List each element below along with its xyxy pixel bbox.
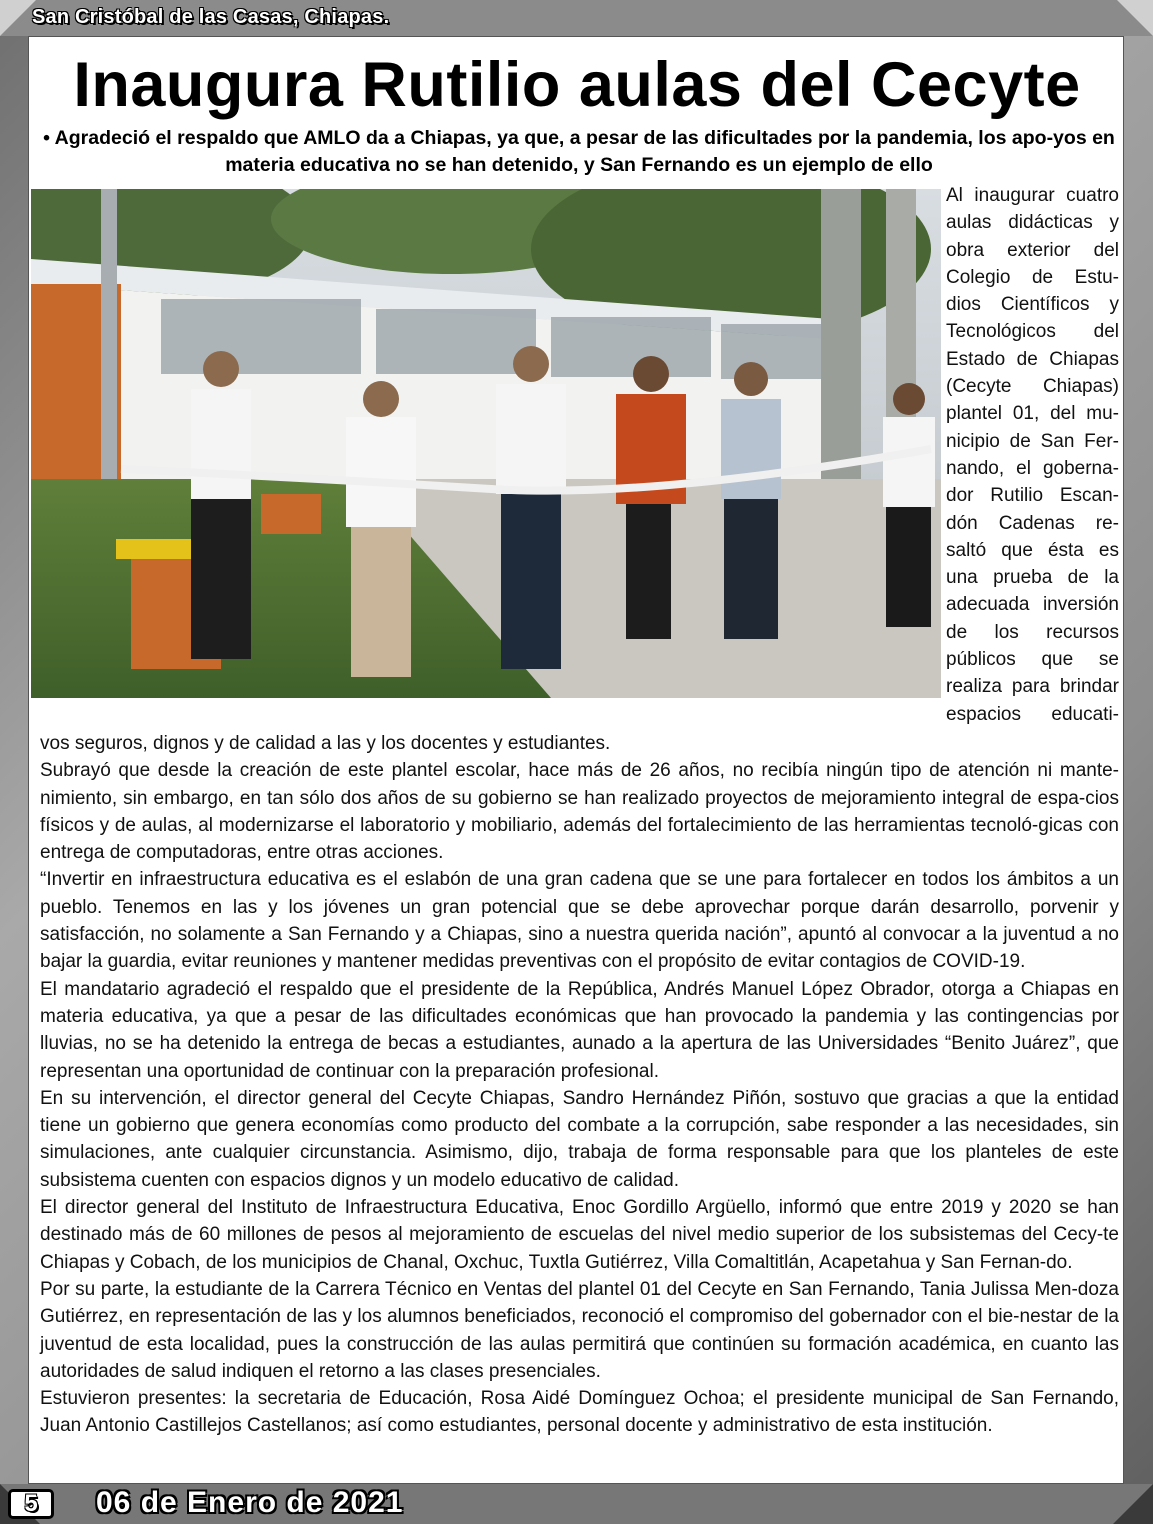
frame-corner xyxy=(1117,0,1153,36)
lead-column: Al inaugurar cuatro aulas didácticas y obra exterior del Colegio de Estu-dios Científicos y Tecnológicos del Estado de Chiapas (Cecyte Chiapas) plantel 01, del mu-nicipio de San Fer-nando, el goberna-dor Rutilio Escan-dón Cadenas re-saltó que ésta es una prueba de la adecuada inversión de los recursos públicos que se realiza para brindar espacios educati- xyxy=(946,185,1119,725)
paragraph: Subrayó que desde la creación de este plantel escolar, hace más de 26 años, no recibía ningún tipo de atención ni mante-nimiento, sin embargo, en tan sólo dos años de su gobierno se han realizado proyectos de mejoramiento integral de espa-cios físicos y de aulas, al modernizarse el laboratorio y mobiliario, además del fortalecimiento de las herramientas tecnoló-gicas con entrega de computadoras, entre otras acciones. xyxy=(40,760,1119,864)
paragraph: El director general del Instituto de Infraestructura Educativa, Enoc Gordillo Argüello, informó que entre 2019 y 2020 se han destinado más de 60 millones de pesos al mejoramiento de escuelas del nivel medio superior de los subsistemas del Cecy-te Chiapas y Cobach, de los municipios de Chanal, Oxchuc, Tuxtla Gutiérrez, Villa Comaltitlán, Acapetahua y San Fernan-do. xyxy=(40,1197,1119,1273)
paragraph: En su intervención, el director general del Cecyte Chiapas, Sandro Hernández Piñón, sostuvo que gracias a que la entidad tiene un gobierno que genera economías como producto del combate a la corrupción, sabe responder a las necesidades, sin simulaciones, ante cualquier circunstancia. Asimismo, dijo, trabaja de forma responsable para que los planteles de este subsistema cuenten con espacios dignos y un modelo educativo de calidad. xyxy=(40,1087,1119,1191)
paragraph: Estuvieron presentes: la secretaria de Educación, Rosa Aidé Domínguez Ochoa; el presidente municipal de San Fernando, Juan Antonio Castillejos Castellanos; así como estudiantes, personal docente y administrativo de esta institución. xyxy=(40,1388,1119,1437)
article-photo xyxy=(31,189,941,698)
location-label: San Cristóbal de las Casas, Chiapas. xyxy=(32,6,390,28)
ribbon-cutting-photo xyxy=(31,189,941,698)
summary: • Agradeció el respaldo que AMLO da a Chiapas, ya que, a pesar de las dificultades por la pandemia, los apo-yos en materia educativa no se han detenido, y San Fernando es un ejemplo de ello xyxy=(43,127,1115,176)
paragraph: vos seguros, dignos y de calidad a las y los docentes y estudiantes. xyxy=(40,733,611,754)
article-page xyxy=(28,36,1124,1484)
paragraph: El mandatario agradeció el respaldo que el presidente de la República, Andrés Manuel López Obrador, otorga a Chiapas en materia educativa, ya que a pesar de las dificultades económicas que han provocado la pandemia y las contingencias por lluvias, no se ha detenido la entrega de becas a estudiantes, aunado a la apertura de las Universidades “Benito Juárez”, que representan una oportunidad de continuar con la preparación profesional. xyxy=(40,978,1119,1082)
headline: Inaugura Rutilio aulas del Cecyte xyxy=(73,50,1081,120)
frame-corner xyxy=(0,0,36,36)
article-body xyxy=(40,730,1119,1440)
issue-date: 06 de Enero de 2021 xyxy=(96,1486,404,1519)
paragraph: Por su parte, la estudiante de la Carrera Técnico en Ventas del plantel 01 del Cecyte en San Fernando, Tania Julissa Men-doza Gutiérrez, en representación de las y los alumnos beneficiados, reconoció el compromiso del gobernador con el bie-nestar de la juventud de esta localidad, pues la construcción de las aulas permitirá que continúen su formación académica, en cuanto las autoridades de salud indiquen el retorno a las clases presenciales. xyxy=(40,1278,1119,1382)
page-number: 5 xyxy=(8,1489,54,1519)
frame-corner xyxy=(1113,1484,1153,1524)
paragraph: “Invertir en infraestructura educativa es el eslabón de una gran cadena que se une para fortalecer en todos los ámbitos a un pueblo. Tenemos en las y los jóvenes un gran potencial que se debe aprovechar porque darán desarrollo, porvenir y satisfacción, no solamente a San Fernando y a Chiapas, sino a nuestra querida nación”, apuntó al convocar a la juventud a no bajar la guardia, evitar reuniones y mantener medidas preventivas con el propósito de evitar contagios de COVID-19. xyxy=(40,869,1119,973)
